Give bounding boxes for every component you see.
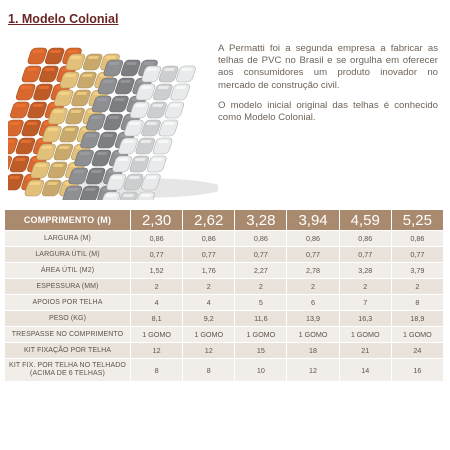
table-cell: 18,9 (392, 311, 443, 326)
header-length-value: 2,30 (131, 210, 182, 230)
table-row (5, 295, 443, 310)
table-cell: 12 (183, 343, 234, 358)
table-cell: 16,3 (340, 311, 391, 326)
table-cell: 2 (183, 279, 234, 294)
table-cell: 4 (131, 295, 182, 310)
header-length-value: 5,25 (392, 210, 443, 230)
table-row (5, 279, 443, 294)
table-cell: 1 GOMO (183, 327, 234, 342)
table-cell: 3,79 (392, 263, 443, 278)
table-cell: 15 (235, 343, 286, 358)
table-row (5, 311, 443, 326)
table-cell: 11,6 (235, 311, 286, 326)
intro-text (218, 43, 438, 132)
table-cell: 21 (340, 343, 391, 358)
intro-paragraph-1: A Permatti foi a segunda empresa a fabricar as telhas de PVC no Brasil e se orgulha em oferecer aos consumidores um produto inovador no mercado de construção civil. (218, 43, 438, 91)
table-cell: 2 (392, 279, 443, 294)
row-label: KIT FIXAÇÃO POR TELHA (5, 343, 130, 358)
header-length-label: COMPRIMENTO (M) (5, 210, 130, 230)
table-row (5, 231, 443, 246)
table-cell: 1 GOMO (131, 327, 182, 342)
table-cell: 13,9 (287, 311, 338, 326)
table-cell: 1 GOMO (340, 327, 391, 342)
table-cell: 2 (235, 279, 286, 294)
table-cell: 2 (287, 279, 338, 294)
table-cell: 0,77 (183, 247, 234, 262)
table-cell: 0,86 (131, 231, 182, 246)
table-cell: 1,52 (131, 263, 182, 278)
table-row (5, 343, 443, 358)
specifications-table (4, 209, 444, 382)
table-cell: 2 (340, 279, 391, 294)
table-row (5, 247, 443, 262)
section-title: 1. Modelo Colonial (8, 12, 119, 26)
table-cell: 0,86 (235, 231, 286, 246)
table-row (5, 263, 443, 278)
table-row (5, 359, 443, 381)
row-label: KIT FIX. POR TELHA NO TELHADO (ACIMA DE 6 TELHAS) (5, 359, 130, 381)
row-label: APOIOS POR TELHA (5, 295, 130, 310)
table-cell: 2 (131, 279, 182, 294)
table-cell: 1 GOMO (392, 327, 443, 342)
table-cell: 1,76 (183, 263, 234, 278)
table-row (5, 327, 443, 342)
row-label: LARGURA (M) (5, 231, 130, 246)
table-cell: 0,77 (131, 247, 182, 262)
table-cell: 0,86 (392, 231, 443, 246)
table-cell: 0,86 (340, 231, 391, 246)
table-cell: 1 GOMO (287, 327, 338, 342)
table-header-row (5, 210, 443, 230)
table-cell: 16 (392, 359, 443, 381)
table-cell: 12 (287, 359, 338, 381)
table-cell: 7 (340, 295, 391, 310)
row-label: TRESPASSE NO COMPRIMENTO (5, 327, 130, 342)
table-cell: 0,77 (340, 247, 391, 262)
header-length-value: 4,59 (340, 210, 391, 230)
table-cell: 8,1 (131, 311, 182, 326)
table-cell: 10 (235, 359, 286, 381)
table-cell: 8 (183, 359, 234, 381)
table-cell: 0,86 (287, 231, 338, 246)
table-cell: 18 (287, 343, 338, 358)
table-cell: 0,77 (392, 247, 443, 262)
table-cell: 0,86 (183, 231, 234, 246)
table-cell: 4 (183, 295, 234, 310)
table-cell: 8 (392, 295, 443, 310)
table-cell: 0,77 (235, 247, 286, 262)
table-cell: 12 (131, 343, 182, 358)
table-cell: 14 (340, 359, 391, 381)
table-cell: 5 (235, 295, 286, 310)
header-length-value: 2,62 (183, 210, 234, 230)
table-cell: 6 (287, 295, 338, 310)
intro-paragraph-2: O modelo inicial original das telhas é conhecido como Modelo Colonial. (218, 99, 438, 124)
table-cell: 2,78 (287, 263, 338, 278)
row-label: ESPESSURA (MM) (5, 279, 130, 294)
row-label: ÁREA ÚTIL (M2) (5, 263, 130, 278)
header-length-value: 3,94 (287, 210, 338, 230)
roof-tiles-image (8, 30, 218, 200)
table-cell: 9,2 (183, 311, 234, 326)
row-label: LARGURA ÚTIL (M) (5, 247, 130, 262)
row-label: PESO (KG) (5, 311, 130, 326)
table-cell: 3,28 (340, 263, 391, 278)
table-cell: 0,77 (287, 247, 338, 262)
table-cell: 24 (392, 343, 443, 358)
header-length-value: 3,28 (235, 210, 286, 230)
table-cell: 1 GOMO (235, 327, 286, 342)
table-cell: 2,27 (235, 263, 286, 278)
table-cell: 8 (131, 359, 182, 381)
